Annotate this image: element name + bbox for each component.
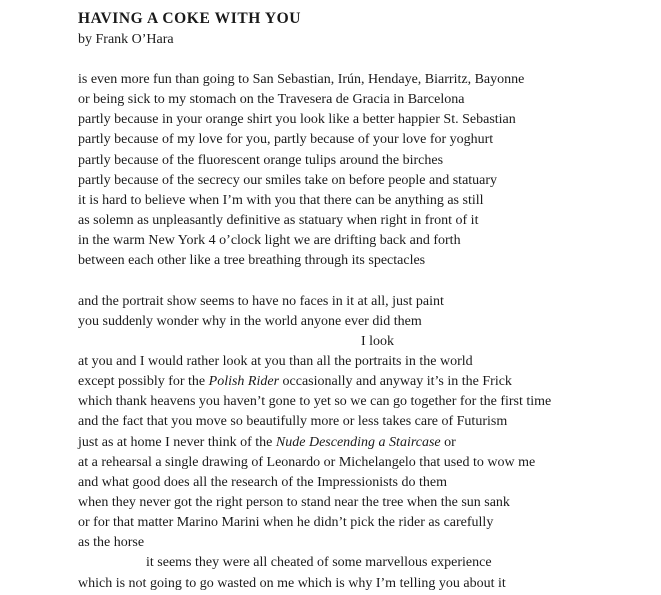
poem-line: is even more fun than going to San Sebastian, Irún, Hendaye, Biarritz, Bayonne — [78, 72, 525, 87]
poem-line: partly because in your orange shirt you look like a better happier St. Sebastian — [78, 112, 516, 128]
poem-line — [78, 433, 648, 453]
poem-line: partly because of the secrecy our smiles take on before people and statuary — [78, 172, 498, 188]
poem-line: it is hard to believe when I’m with you that there can be anything as still — [78, 192, 484, 208]
poem-line: or for that matter Marino Marini when he didn’t pick the rider as carefully — [78, 515, 494, 531]
poem-line: as the horse — [78, 535, 145, 551]
poem-title: HAVING A COKE WITH YOU — [78, 10, 302, 27]
poem-line: partly because of the fluorescent orange tulips around the birches — [78, 152, 444, 168]
poem-line: you suddenly wonder why in the world anyone ever did them — [78, 313, 422, 329]
poem-line: at a rehearsal a single drawing of Leonardo or Michelangelo that used to wow me — [78, 454, 536, 470]
poem-line: which thank heavens you haven’t gone to yet so we can go together for the first time — [78, 394, 552, 410]
poem-line-indented: I look — [361, 333, 395, 349]
poem-line: and the fact that you move so beautifully more or less takes care of Futurism — [78, 414, 508, 430]
poem-byline: by Frank O’Hara — [78, 32, 174, 47]
line-text: except possibly for the — [78, 374, 209, 390]
poem-line: at you and I would rather look at you than all the portraits in the world — [78, 353, 473, 369]
poem-line: in the warm New York 4 o’clock light we are drifting back and forth — [78, 233, 461, 249]
line-text: just as at home I never think of the — [78, 434, 276, 450]
stanza-break — [78, 271, 648, 291]
poem-line: which is not going to go wasted on me which is why I’m telling you about it — [78, 575, 506, 591]
artwork-title-polish-rider: Polish Rider — [208, 374, 280, 390]
poem-line-indented: it seems they were all cheated of some marvellous experience — [146, 555, 492, 571]
stanza-2 — [78, 292, 648, 594]
artwork-title-nude-descending: Nude Descending a Staircase — [275, 434, 441, 450]
poem-line: partly because of my love for you, partly because of your love for yoghurt — [78, 132, 494, 148]
poem-line — [78, 372, 648, 392]
poem-line: when they never got the right person to stand near the tree when the sun sank — [78, 494, 510, 510]
poem-line: between each other like a tree breathing through its spectacles — [78, 253, 426, 269]
line-text: or — [440, 434, 456, 450]
poem-line: and what good does all the research of the Impressionists do them — [78, 474, 447, 490]
poem-body — [78, 70, 648, 594]
poem-line: or being sick to my stomach on the Travesera de Gracia in Barcelona — [78, 92, 465, 108]
poem-line: and the portrait show seems to have no faces in it at all, just paint — [78, 293, 444, 309]
stanza-1 — [78, 70, 648, 271]
line-text: occasionally and anyway it’s in the Frick — [279, 374, 512, 390]
poem-line: as solemn as unpleasantly definitive as statuary when right in front of it — [78, 212, 479, 228]
